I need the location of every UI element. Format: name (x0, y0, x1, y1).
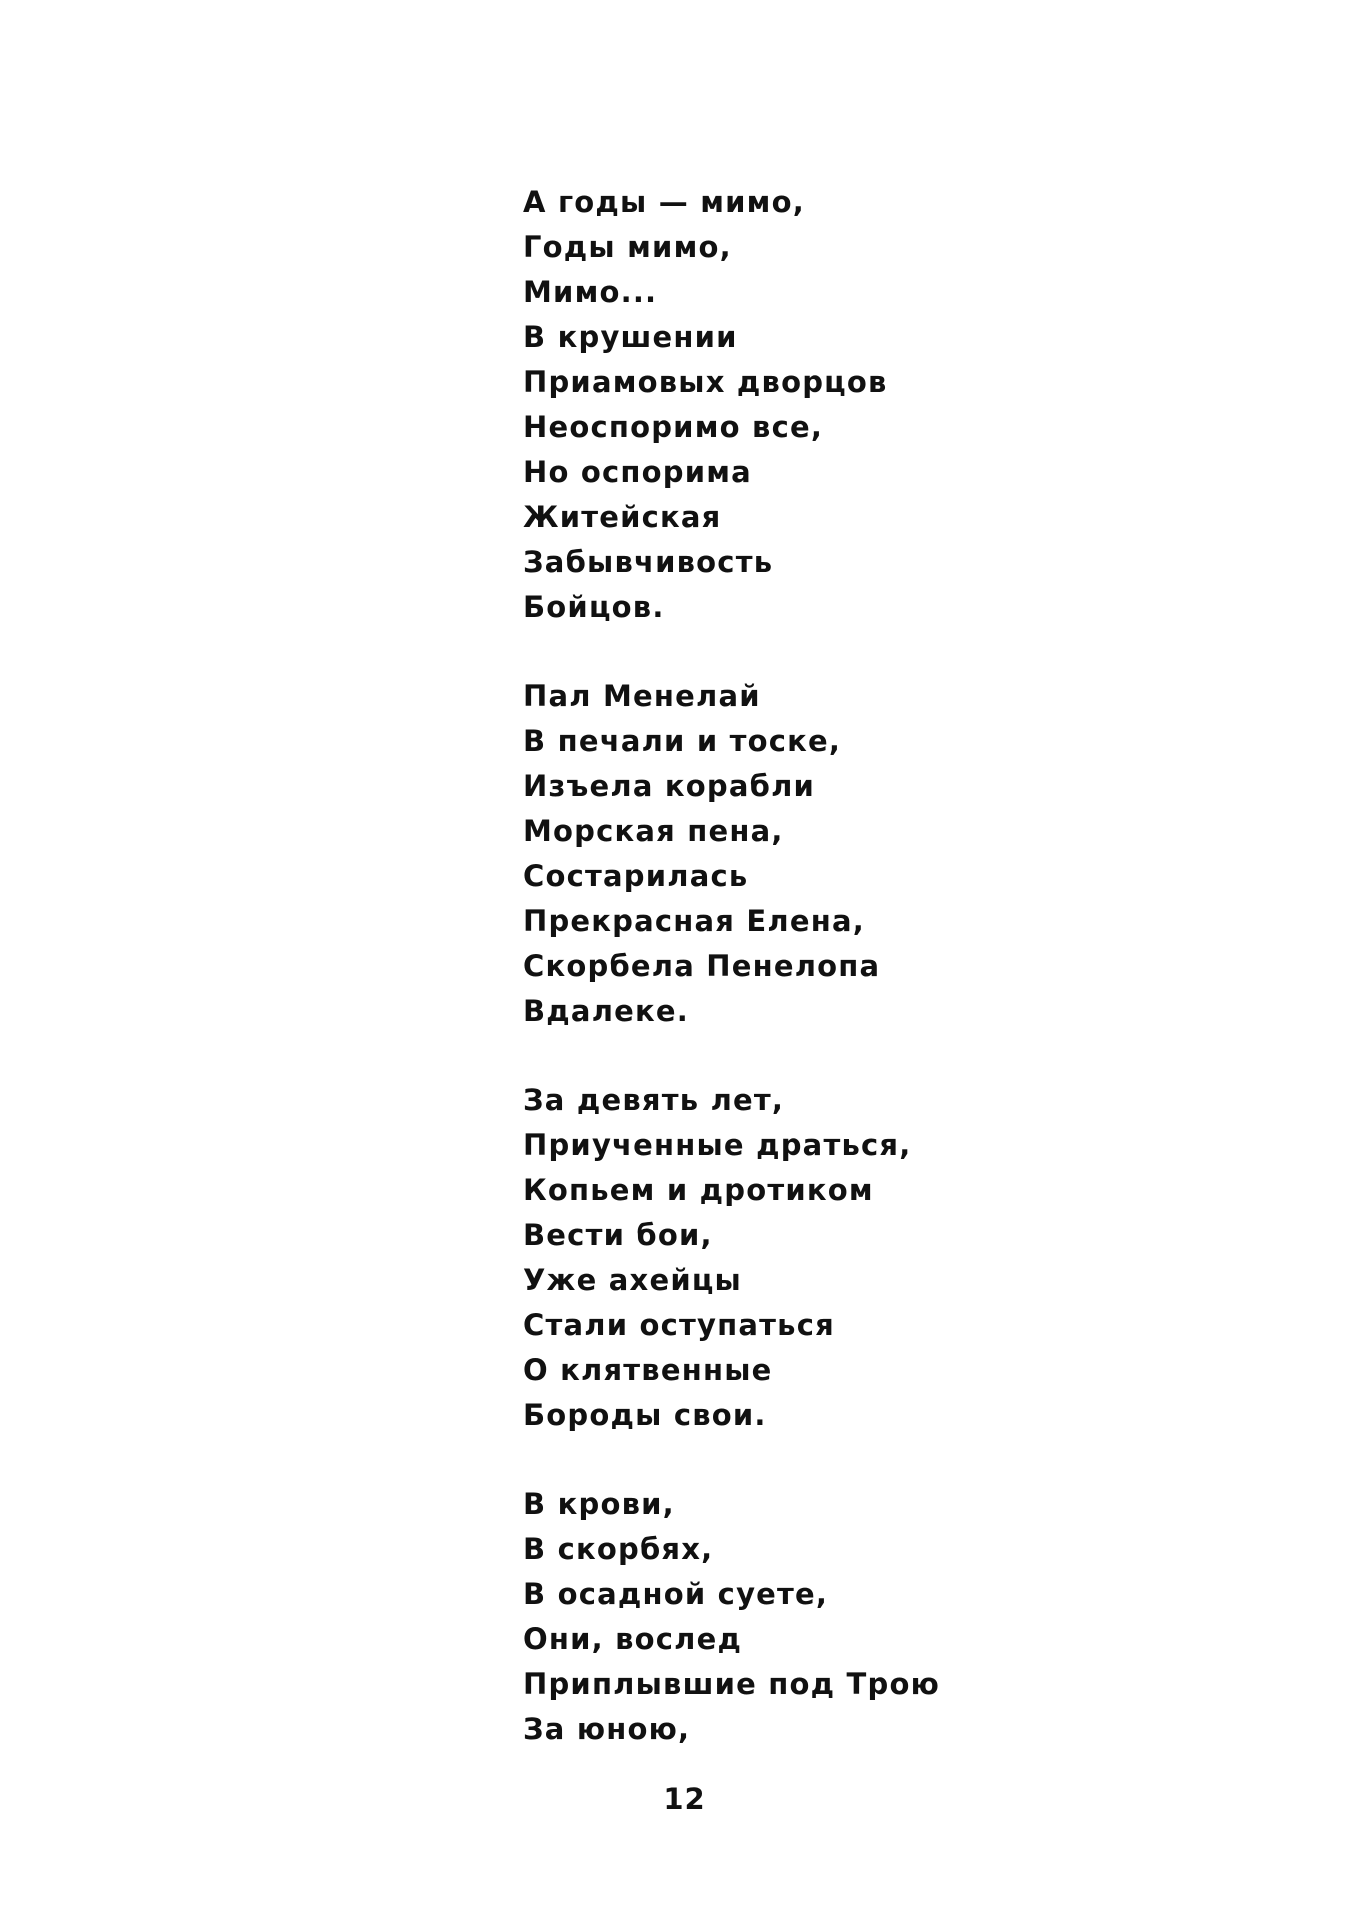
poem-line: Мимо... (523, 275, 658, 309)
stanza-4 (523, 1482, 1123, 1752)
poem-line: Приплывшие под Трою (523, 1667, 941, 1701)
poem-line: В печали и тоске, (523, 724, 842, 758)
poem-line: Стали оступаться (523, 1308, 835, 1342)
stanza-2 (523, 674, 1123, 1034)
poem-line: Копьем и дротиком (523, 1173, 874, 1207)
poem-line: Житейская (523, 500, 722, 534)
poem-line: За девять лет, (523, 1083, 785, 1117)
stanza-1 (523, 180, 1123, 630)
poem-line: Скорбела Пенелопа (523, 949, 881, 983)
poem-line: В крови, (523, 1487, 675, 1521)
poem-line: В осадной суете, (523, 1577, 829, 1611)
poem-text (523, 180, 1123, 1796)
poem-line: А годы — мимо, (523, 185, 805, 219)
stanza-3 (523, 1078, 1123, 1438)
poem-line: Состарилась (523, 859, 749, 893)
poem-line: Забывчивость (523, 545, 774, 579)
page-number: 12 (663, 1782, 706, 1816)
poem-line: Годы мимо, (523, 230, 732, 264)
poem-line: Приученные драться, (523, 1128, 912, 1162)
poem-line: Вести бои, (523, 1218, 713, 1252)
poem-line: В скорбях, (523, 1532, 714, 1566)
poem-line: В крушении (523, 320, 738, 354)
poem-line: Приамовых дворцов (523, 365, 888, 399)
poem-line: Морская пена, (523, 814, 784, 848)
poem-line: Пал Менелай (523, 679, 761, 713)
poem-line: Они, вослед (523, 1622, 743, 1656)
poem-line: Вдалеке. (523, 994, 689, 1028)
poem-line: Но оспорима (523, 455, 752, 489)
poem-line: За юною, (523, 1712, 691, 1746)
poem-line: Неоспоримо все, (523, 410, 824, 444)
poem-line: Изъела корабли (523, 769, 816, 803)
poem-line: Уже ахейцы (523, 1263, 742, 1297)
poem-line: О клятвенные (523, 1353, 773, 1387)
poem-line: Бойцов. (523, 590, 665, 624)
poem-line: Прекрасная Елена, (523, 904, 865, 938)
poem-line: Бороды свои. (523, 1398, 767, 1432)
